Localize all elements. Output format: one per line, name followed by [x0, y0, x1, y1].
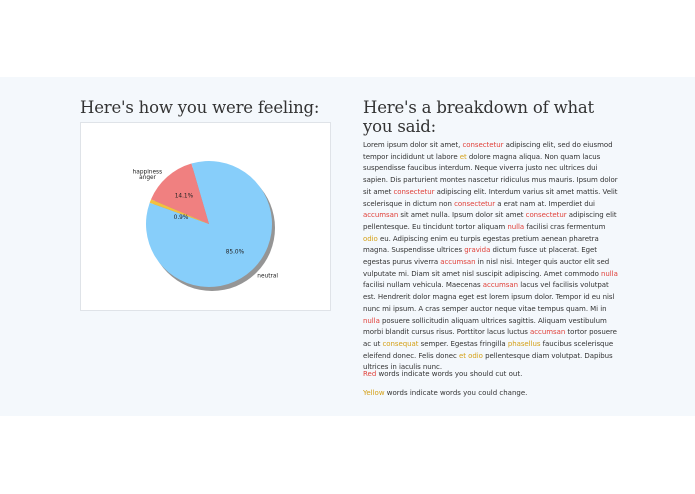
yellow-legend-word: Yellow — [363, 389, 385, 397]
red-legend-word: Red — [363, 370, 377, 378]
cut-word: consectetur — [454, 199, 496, 208]
paragraph-text: sit amet nulla. Ipsum dolor sit amet — [398, 211, 526, 220]
cut-word: accumsan — [363, 211, 399, 220]
cut-word: nulla — [363, 316, 380, 325]
change-word: odio — [363, 234, 378, 243]
pie-category-label-anger: anger — [139, 175, 156, 181]
paragraph-text: faucibus scelerisque eleifend donec. Felis donec — [363, 339, 614, 360]
change-word: et odio — [459, 351, 483, 360]
cut-word: consectetur — [393, 187, 435, 196]
cut-word: consectetur — [462, 141, 504, 149]
paragraph-text: adipiscing elit. Interdum varius sit amet mattis. Velit scelerisque in dictum non — [363, 187, 618, 208]
paragraph-text: Lorem ipsum dolor sit amet, — [363, 141, 463, 149]
paragraph-text: dolore magna aliqua. Non quam lacus suspendisse faucibus interdum. Neque viverra justo nec ultrices dui sapien. Dis parturient montes nascetur ridiculus mus mauris. Ipsum dolor sit amet — [363, 152, 618, 196]
change-word: consequat — [382, 339, 419, 348]
pie-category-label-happiness: happiness — [132, 169, 163, 176]
cut-word: consectetur — [525, 211, 567, 220]
cut-word: nulla — [507, 222, 525, 231]
pie-pct-label-neutral: 85.0% — [225, 249, 245, 256]
red-legend-text: words indicate words you should cut out. — [376, 370, 523, 378]
paragraph-text: eu. Adipiscing enim eu turpis egestas pretium aenean pharetra magna. Suspendisse ultrices — [363, 234, 599, 255]
pie-pct-label-anger: 0.9% — [173, 215, 189, 221]
yellow-legend — [363, 388, 527, 399]
breakdown-heading: Here's a breakdown of what you said: — [363, 98, 594, 136]
paragraph-text: posuere sollicitudin aliquam ultrices sagittis. Aliquam vestibulum morbi blandit cursus risus. Porttitor lacus luctus — [363, 316, 607, 337]
paragraph-text: tortor posuere ac ut — [363, 328, 617, 348]
change-word: phasellus — [507, 339, 541, 348]
cut-word: nulla — [601, 269, 618, 278]
paragraph-text: a erat nam at. Imperdiet dui — [495, 199, 595, 208]
paragraph-text: adipiscing elit, sed do eiusmod tempor incididunt ut labore — [363, 141, 613, 161]
cut-word: gravida — [464, 246, 491, 255]
change-word: et — [459, 152, 467, 161]
paragraph-text: dictum fusce ut placerat. Eget egestas purus viverra — [363, 246, 597, 267]
cut-word: accumsan — [440, 258, 476, 267]
paragraph-text: lacus vel facilisis volutpat est. Hendrerit dolor magna eget est lorem ipsum dolor. Tempor id eu nisl nunc mi ipsum. A cras semper auctor neque vitae tempus quam. Mi in — [363, 281, 615, 313]
pie-chart-svg — [81, 123, 332, 312]
pie-category-label-neutral: neutral — [257, 273, 279, 280]
breakdown-section — [363, 98, 618, 374]
pie-pct-label-happiness: 14.1% — [174, 193, 194, 200]
paragraph-text: adipiscing elit pellentesque. Eu tincidunt tortor aliquam — [363, 211, 617, 231]
red-legend — [363, 369, 522, 380]
emotion-pie-chart — [80, 122, 331, 311]
paragraph-text: pellentesque diam volutpat. Dapibus ultrices in iaculis nunc. — [363, 351, 613, 372]
analyzed-paragraph — [363, 140, 618, 374]
paragraph-text: in nisl nisi. Integer quis auctor elit sed vulputate mi. Diam sit amet nisl suscipit adipiscing. Amet commodo — [363, 258, 610, 278]
cut-word: accumsan — [530, 328, 566, 337]
feelings-section — [80, 98, 335, 117]
cut-word: accumsan — [482, 281, 519, 290]
paragraph-text: facilisi cras fermentum — [524, 222, 606, 231]
feelings-heading: Here's how you were feeling: — [80, 98, 320, 117]
paragraph-text: facilisi nullam vehicula. Maecenas — [363, 281, 483, 290]
paragraph-text: semper. Egestas fringilla — [418, 339, 508, 348]
yellow-legend-text: words indicate words you could change. — [384, 389, 528, 397]
